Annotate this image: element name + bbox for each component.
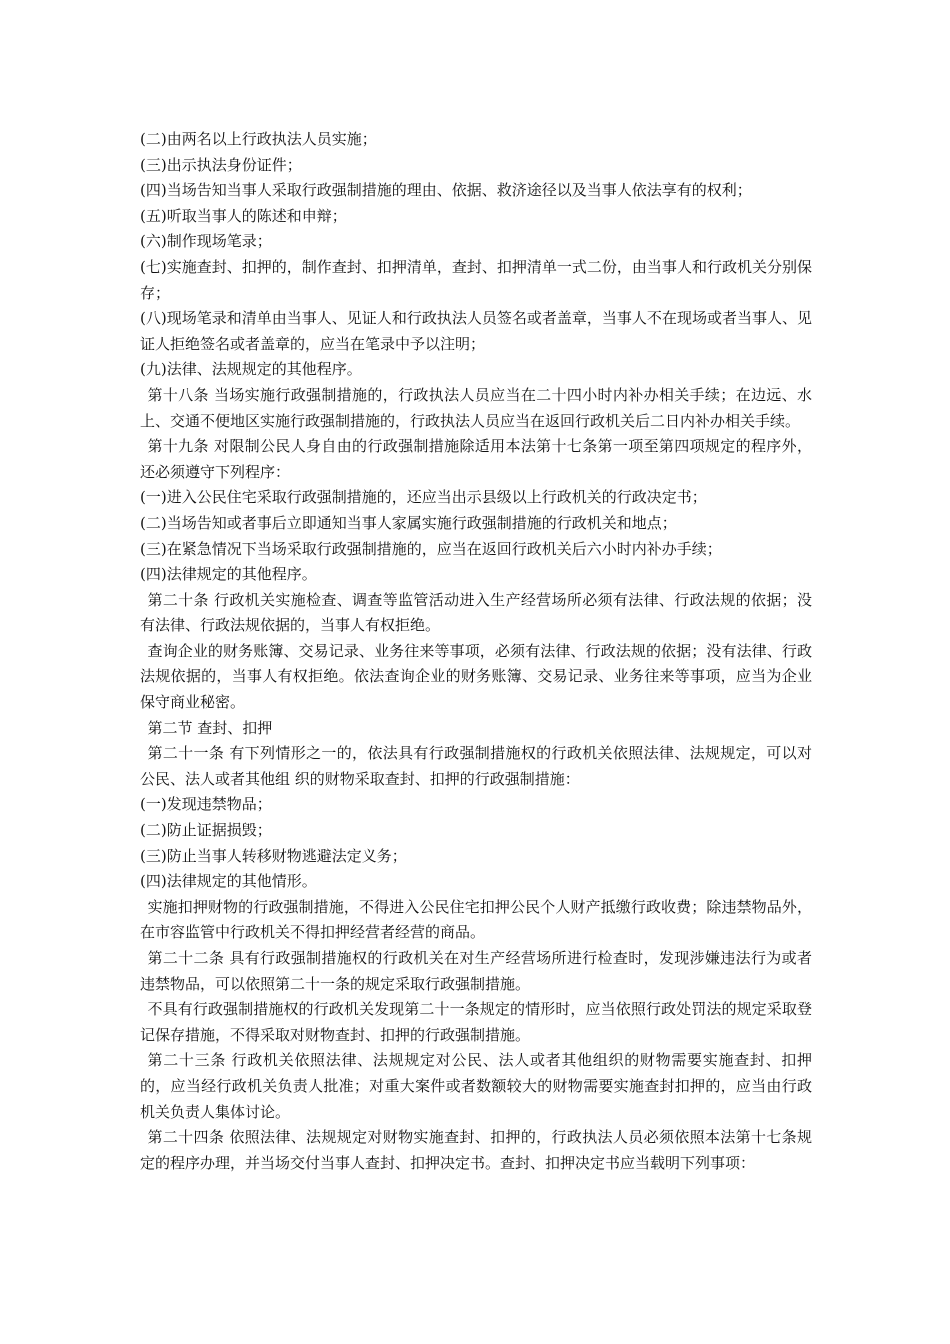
paragraph-item-4: (四)当场告知当事人采取行政强制措施的理由、依据、救济途径以及当事人依法享有的权利； bbox=[140, 181, 752, 200]
article-18: 第十八条 当场实施行政强制措施的，行政执法人员应当在二十四小时内补办相关手续；在边远、水上、交通不便地区实施行政强制措施的，行政执法人员应当在返回行政机关后二日内补办相关手续。 bbox=[140, 385, 812, 430]
paragraph-item-7: (七)实施查封、扣押的，制作查封、扣押清单，查封、扣押清单一式二份，由当事人和行政机关分别保存； bbox=[140, 257, 812, 302]
paragraph-item-9: (九)法律、法规规定的其他程序。 bbox=[140, 360, 362, 379]
article-19-item-2: (二)当场告知或者事后立即通知当事人家属实施行政强制措施的行政机关和地点； bbox=[140, 513, 677, 532]
article-21-item-3: (三)防止当事人转移财物逃避法定义务； bbox=[140, 846, 407, 865]
article-21-paragraph-2: 实施扣押财物的行政强制措施，不得进入公民住宅扣押公民个人财产抵缴行政收费；除违禁物品外，在市容监管中行政机关不得扣押经营者经营的商品。 bbox=[140, 897, 812, 942]
paragraph-item-6: (六)制作现场笔录； bbox=[140, 232, 272, 251]
article-21-item-4: (四)法律规定的其他情形。 bbox=[140, 872, 317, 891]
article-23: 第二十三条 行政机关依照法律、法规规定对公民、法人或者其他组织的财物需要实施查封、扣押的，应当经行政机关负责人批准；对重大案件或者数额较大的财物需要实施查封扣押的，应当由行政机关负责人集体讨论。 bbox=[140, 1051, 812, 1121]
article-19-item-3: (三)在紧急情况下当场采取行政强制措施的，应当在返回行政机关后六小时内补办手续； bbox=[140, 539, 722, 558]
paragraph-item-2: (二)由两名以上行政执法人员实施； bbox=[140, 130, 377, 148]
article-19: 第十九条 对限制公民人身自由的行政强制措施除适用本法第十七条第一项至第四项规定的程序外，还必须遵守下列程序： bbox=[140, 437, 812, 481]
document-body bbox=[140, 127, 812, 1176]
article-20: 第二十条 行政机关实施检查、调查等监管活动进入生产经营场所必须有法律、行政法规的依据；没有法律、行政法规依据的，当事人有权拒绝。 bbox=[140, 590, 812, 635]
article-19-item-4: (四)法律规定的其他程序。 bbox=[140, 565, 317, 584]
article-20-paragraph-2: 查询企业的财务账簿、交易记录、业务往来等事项，必须有法律、行政法规的依据；没有法律、行政法规依据的，当事人有权拒绝。依法查询企业的财务账簿、交易记录、业务往来等事项，应当为企业保守商业秘密。 bbox=[140, 641, 812, 712]
paragraph-item-8: (八)现场笔录和清单由当事人、见证人和行政执法人员签名或者盖章，当事人不在现场或者当事人、见证人拒绝签名或者盖章的，应当在笔录中予以注明； bbox=[140, 309, 812, 353]
section-heading: 第二节 查封、扣押 bbox=[147, 718, 273, 737]
article-22: 第二十二条 具有行政强制措施权的行政机关在对生产经营场所进行检查时，发现涉嫌违法行为或者违禁物品，可以依照第二十一条的规定采取行政强制措施。 bbox=[140, 949, 812, 993]
paragraph-item-5: (五)听取当事人的陈述和申辩； bbox=[140, 206, 347, 225]
article-21: 第二十一条 有下列情形之一的，依法具有行政强制措施权的行政机关依照法律、法规规定，可以对公民、法人或者其他组 织的财物采取查封、扣押的行政强制措施： bbox=[140, 744, 812, 788]
article-22-paragraph-2: 不具有行政强制措施权的行政机关发现第二十一条规定的情形时，应当依照行政处罚法的规定采取登记保存措施，不得采取对财物查封、扣押的行政强制措施。 bbox=[140, 1000, 812, 1044]
article-21-item-1: (一)发现违禁物品； bbox=[140, 795, 272, 814]
article-19-item-1: (一)进入公民住宅采取行政强制措施的，还应当出示县级以上行政机关的行政决定书； bbox=[140, 488, 707, 507]
article-24: 第二十四条 依照法律、法规规定对财物实施查封、扣押的，行政执法人员必须依照本法第十七条规定的程序办理，并当场交付当事人查封、扣押决定书。查封、扣押决定书应当载明下列事项： bbox=[140, 1128, 812, 1172]
paragraph-item-3: (三)出示执法身份证件； bbox=[140, 155, 302, 174]
article-21-item-2: (二)防止证据损毁； bbox=[140, 821, 272, 840]
